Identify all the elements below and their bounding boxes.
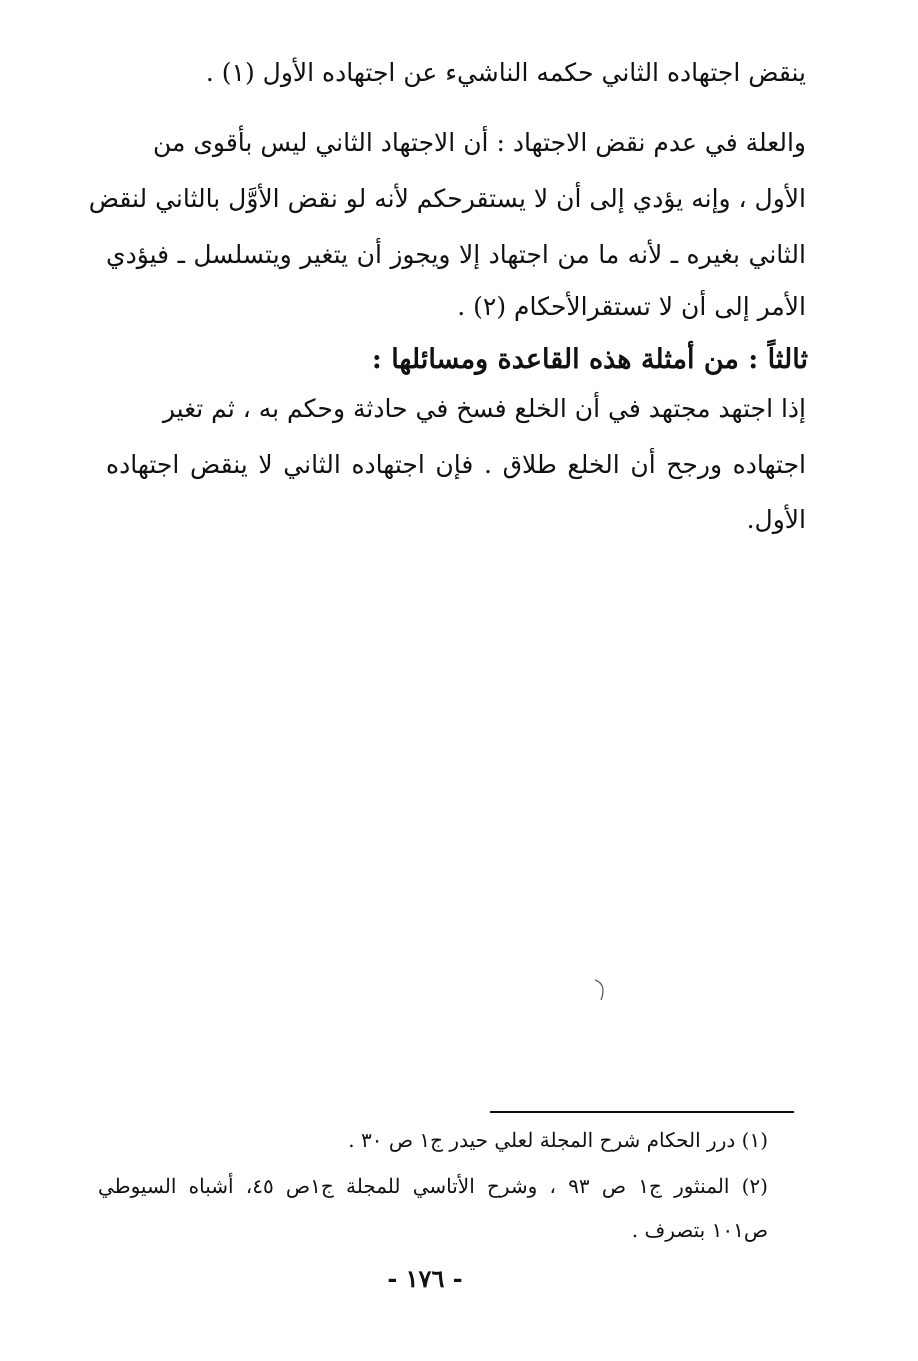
- footnote-2-line-1: (٢) المنثور ج١ ص ٩٣ ، وشرح الأتاسي للمجلة ج١ص ٤٥، أشباه السيوطي: [98, 1174, 768, 1198]
- paragraph-2-line-4: الأمر إلى أن لا تستقرالأحكام (٢) .: [457, 292, 806, 321]
- footnote-2-line-2: ص١٠١ بتصرف .: [631, 1218, 768, 1242]
- page-number: - ١٧٦ -: [387, 1264, 463, 1293]
- paragraph-2-line-3: الثاني بغيره ـ لأنه ما من اجتهاد إلا ويجوز أن يتغير ويتسلسل ـ فيؤدي: [106, 240, 806, 269]
- paragraph-1-line-1: ينقض اجتهاده الثاني حكمه الناشيء عن اجتهاده الأول (١) .: [205, 58, 806, 87]
- footnote-divider: [490, 1111, 794, 1113]
- footnote-1: (١) درر الحكام شرح المجلة لعلي حيدر ج١ ص ٣٠ .: [348, 1128, 768, 1152]
- section-heading: ثالثاً : من أمثلة هذه القاعدة ومسائلها :: [371, 344, 808, 375]
- paragraph-3-line-2: اجتهاده ورجح أن الخلع طلاق . فإن اجتهاده الثاني لا ينقض اجتهاده: [106, 450, 806, 479]
- paragraph-2-line-1: والعلة في عدم نقض الاجتهاد : أن الاجتهاد الثاني ليس بأقوى من: [153, 128, 806, 157]
- paragraph-3-line-1: إذا اجتهد مجتهد في أن الخلع فسخ في حادثة وحكم به ، ثم تغير: [162, 394, 806, 423]
- paragraph-2-line-2: الأول ، وإنه يؤدي إلى أن لا يستقرحكم لأنه لو نقض الأوَّل بالثاني لنقض: [88, 184, 806, 213]
- stray-mark: [593, 978, 609, 1002]
- paragraph-3-line-3: الأول.: [746, 505, 806, 534]
